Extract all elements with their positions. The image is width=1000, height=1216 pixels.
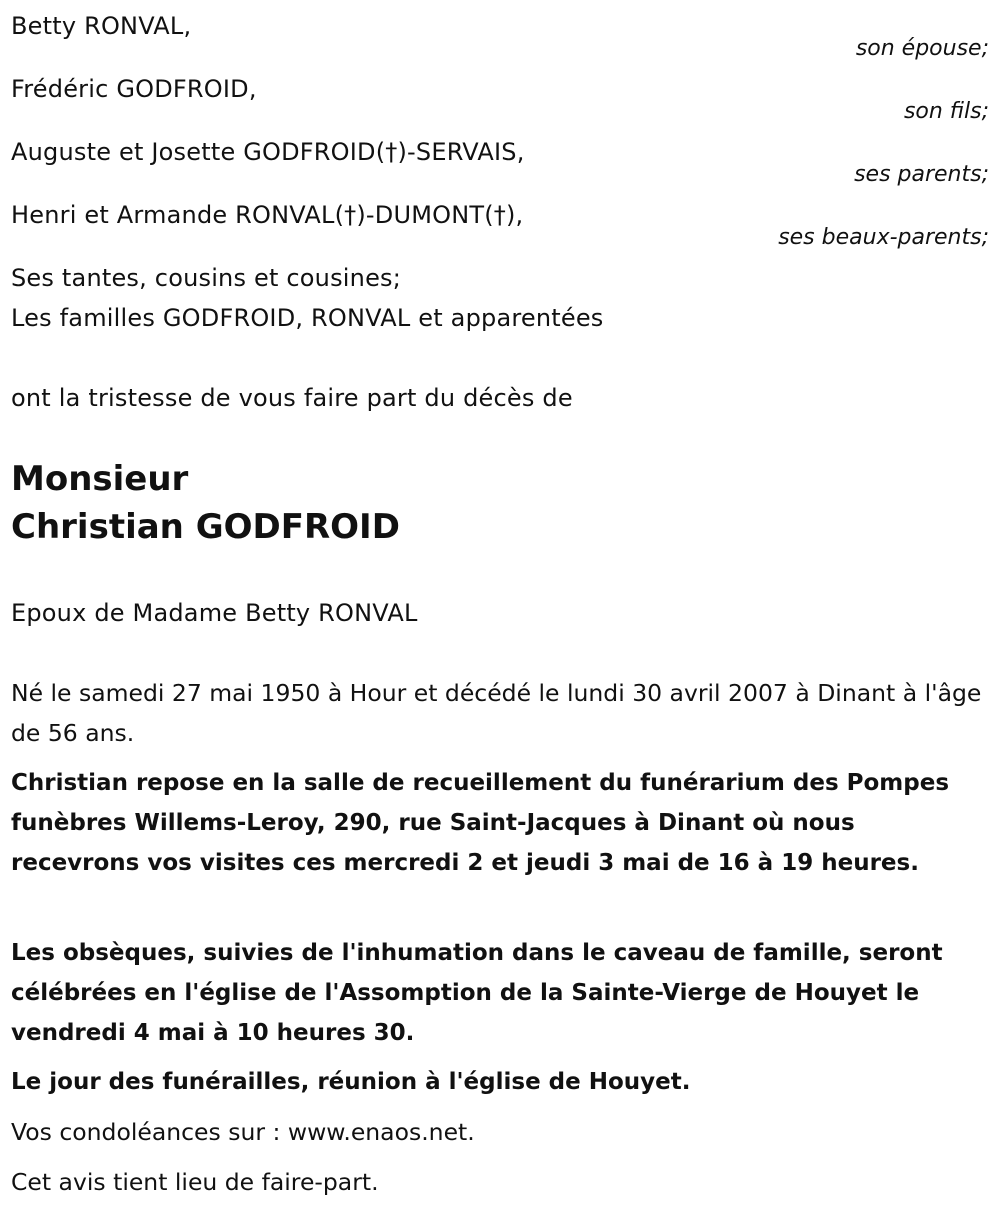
rest-place-text: Christian repose en la salle de recueillement du funérarium des Pompes funèbres Willems-Leroy, 290, rue Saint-Jacques à Dinant où nous recevrons vos visites ces mercredi 2 et jeudi 3 mai de 16 à 19 heures. [11, 770, 950, 876]
family-member-role: ses parents; [854, 162, 989, 187]
family-member-name: Henri et Armande RONVAL(†)-DUMONT(†), [11, 201, 524, 229]
announcement-text: ont la tristesse de vous faire part du décès de [11, 384, 573, 412]
notice-text: Cet avis tient lieu de faire-part. [11, 1168, 379, 1196]
funeral-text: Les obsèques, suivies de l'inhumation dans le caveau de famille, seront célébrées en l'église de l'Assomption de la Sainte-Vierge de Houyet le vendredi 4 mai à 10 heures 30. [11, 940, 943, 1046]
meeting-text: Le jour des funérailles, réunion à l'église de Houyet. [11, 1069, 691, 1095]
family-member-name: Auguste et Josette GODFROID(†)-SERVAIS, [11, 138, 525, 166]
spouse-line: Epoux de Madame Betty RONVAL [11, 599, 418, 627]
family-member-role: son fils; [903, 99, 989, 124]
relatives-line: Ses tantes, cousins et cousines; [11, 264, 402, 292]
family-member-role: son épouse; [855, 36, 989, 61]
condolences-text: Vos condoléances sur : www.enaos.net. [11, 1118, 475, 1146]
relatives-line: Les familles GODFROID, RONVAL et apparentées [11, 304, 604, 332]
family-member-name: Frédéric GODFROID, [11, 75, 257, 103]
deceased-title: Monsieur [11, 459, 189, 499]
family-member-role: ses beaux-parents; [778, 225, 989, 250]
birth-death-text: Né le samedi 27 mai 1950 à Hour et décédé le lundi 30 avril 2007 à Dinant à l'âge de 56 ans. [11, 679, 982, 747]
deceased-name: Christian GODFROID [11, 507, 400, 547]
family-member-name: Betty RONVAL, [11, 12, 192, 40]
